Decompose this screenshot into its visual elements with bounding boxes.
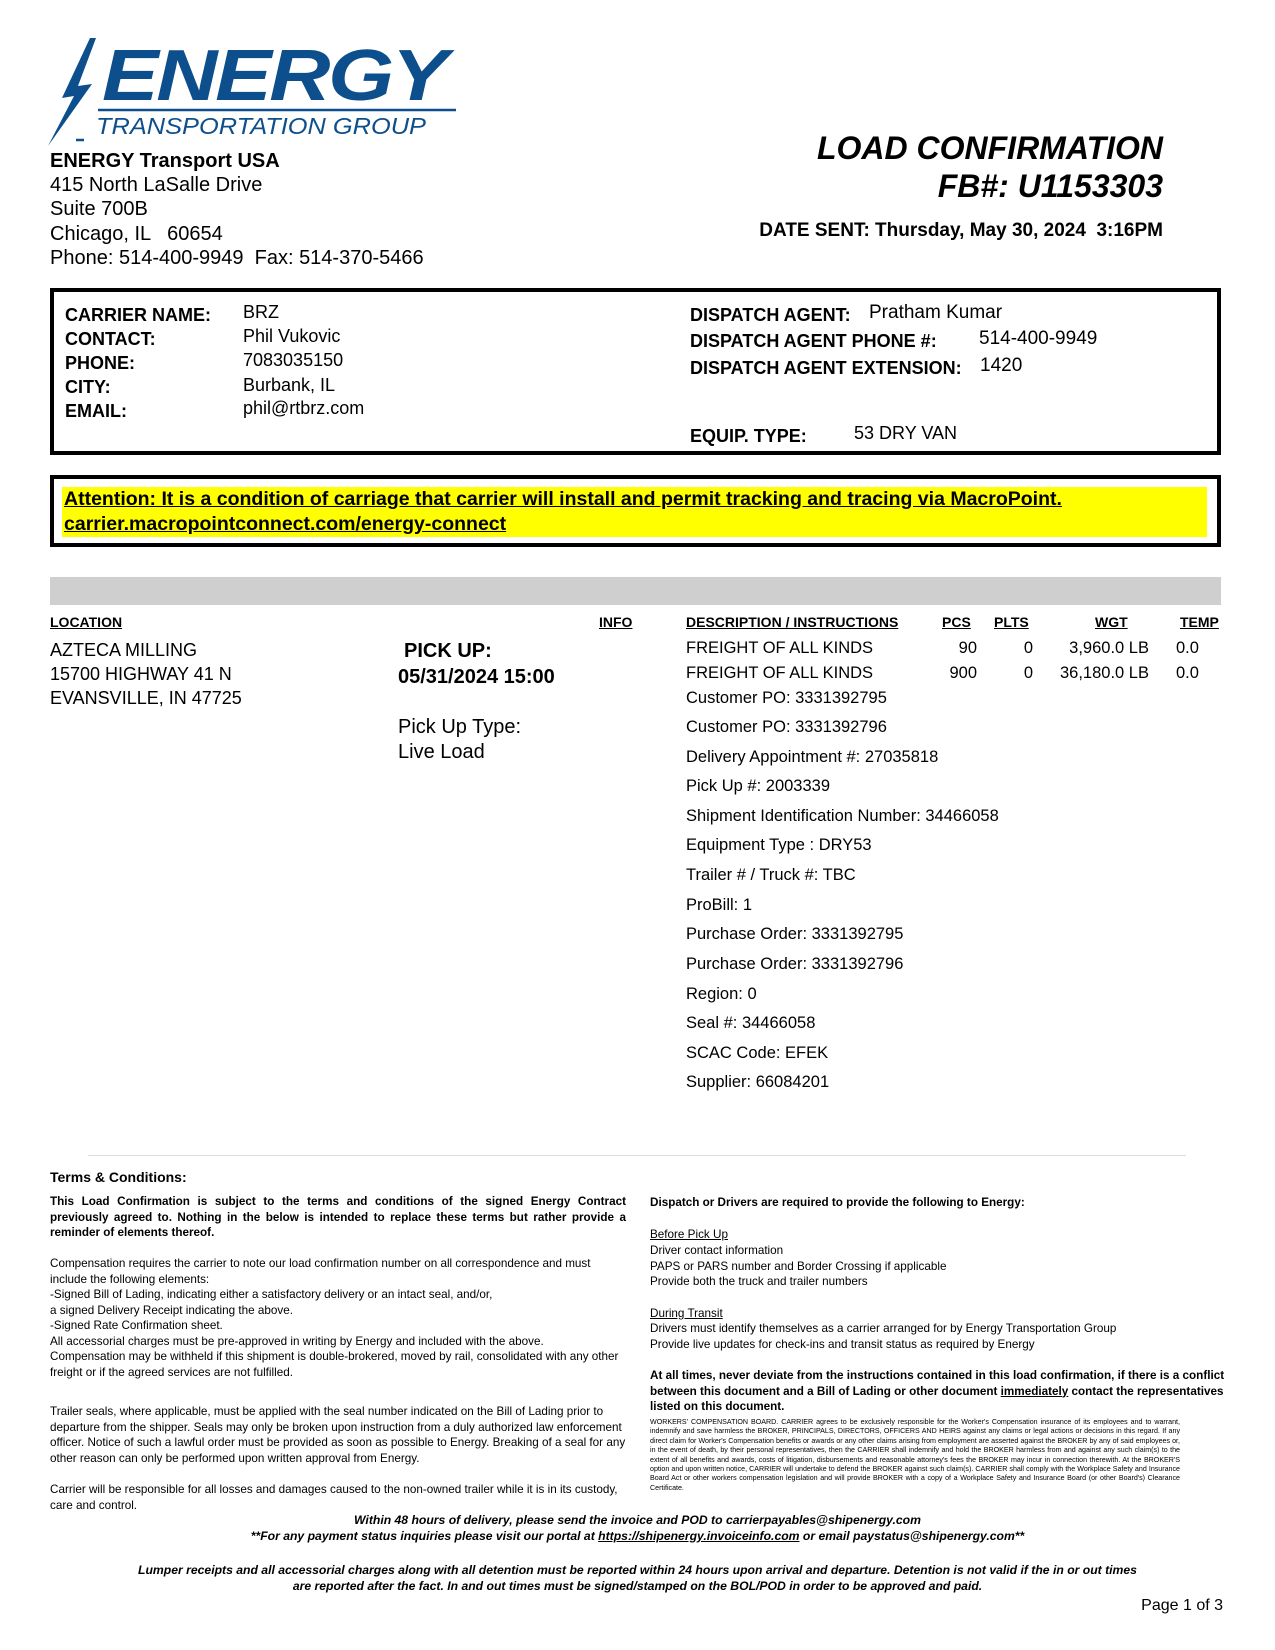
terms-seals <box>50 1404 625 1466</box>
during-transit-list <box>650 1321 1116 1352</box>
date-sent: DATE SENT: Thursday, May 30, 2024 3:16PM <box>759 220 1163 241</box>
section-divider-bar <box>50 577 1221 605</box>
freight-desc: FREIGHT OF ALL KINDS <box>686 664 874 682</box>
instruction-line: Purchase Order: 3331392796 <box>686 955 904 973</box>
city-label: CITY: <box>65 377 111 397</box>
instruction-line: Trailer # / Truck #: TBC <box>686 866 856 884</box>
pickup-label: PICK UP: <box>404 640 492 662</box>
freight-plts: 0 <box>1023 664 1033 682</box>
page-title: LOAD CONFIRMATION <box>816 130 1163 166</box>
terms-intro: This Load Confirmation is subject to the terms and conditions of the signed Energy Contract previously agreed to. Nothing in the below is intended to replace these terms but rather provide a reminder of elements thereof. <box>50 1195 626 1239</box>
terms-line: Trailer seals, where applicable, must be applied with the seal number indicated on the Bill of Lading prior to <box>50 1405 604 1418</box>
terms-line: departure from the shipper. Seals may only be broken upon instruction from a duly authorized law enforcement <box>50 1420 622 1434</box>
logo-tagline: TRANSPORTATION GROUP <box>96 113 427 139</box>
before-pickup-list <box>650 1243 946 1290</box>
terms-line: include the following elements: <box>50 1272 210 1286</box>
terms-line: a signed Delivery Receipt indicating the above. <box>50 1303 293 1317</box>
instruction-line: Supplier: 66084201 <box>686 1073 830 1091</box>
freight-pcs: 90 <box>958 639 977 657</box>
company-city: Chicago, IL 60654 <box>50 223 223 245</box>
freight-temp: 0.0 <box>1176 664 1199 682</box>
instruction-line: Customer PO: 3331392796 <box>686 718 887 736</box>
instruction-line: SCAC Code: EFEK <box>686 1044 829 1062</box>
stop-city: EVANSVILLE, IN 47725 <box>50 688 242 708</box>
freight-wgt: 36,180.0 LB <box>1060 664 1149 682</box>
terms-losses <box>50 1482 618 1513</box>
dispatch-ext-label: DISPATCH AGENT EXTENSION: <box>690 358 962 378</box>
fb-number: FB#: U1153303 <box>937 168 1163 204</box>
instruction-line: Pick Up #: 2003339 <box>686 777 831 795</box>
instruction-line: Seal #: 34466058 <box>686 1014 816 1032</box>
col-temp: TEMP <box>1180 614 1219 630</box>
deviation-warning <box>650 1368 1226 1415</box>
col-info: INFO <box>599 614 633 630</box>
freight-pcs: 900 <box>949 664 977 682</box>
attention-box <box>50 475 1221 547</box>
logo-wordmark: ENERGY <box>102 36 456 116</box>
list-item: Provide both the truck and trailer numbers <box>650 1275 868 1288</box>
terms-compensation <box>50 1256 618 1380</box>
company-name: ENERGY Transport USA <box>50 150 280 172</box>
col-description: DESCRIPTION / INSTRUCTIONS <box>686 614 899 630</box>
instruction-line: Delivery Appointment #: 27035818 <box>686 748 939 766</box>
carrier-dispatch-box <box>50 288 1221 455</box>
instruction-line: Shipment Identification Number: 34466058 <box>686 807 999 825</box>
terms-line: other reason can only be performed upon written approval from Energy. <box>50 1451 420 1465</box>
warning-text: At all times, never deviate from the instructions contained in this load confirmation, if there is a conflict between this document and a Bill of Lading or other document <box>650 1369 1225 1398</box>
times-note: are reported after the fact. In and out times must be signed/stamped on the BOL/POD in order to be approved and paid. <box>292 1579 983 1593</box>
freight-wgt: 3,960.0 LB <box>1069 639 1149 657</box>
list-item: Driver contact information <box>650 1244 784 1257</box>
warning-text: contact the representatives listed on this document. <box>650 1384 1224 1413</box>
dispatch-ext-value: 1420 <box>980 355 1023 376</box>
lightning-bolt-icon <box>48 36 468 148</box>
terms-line: Carrier will be responsible for all losses and damages caused to the non-owned trailer while it is in its custody, <box>50 1483 618 1496</box>
terms-line: -Signed Rate Confirmation sheet. <box>50 1319 223 1332</box>
before-pickup-title: Before Pick Up <box>650 1228 728 1241</box>
col-wgt: WGT <box>1095 614 1128 630</box>
stop-address: 15700 HIGHWAY 41 N <box>50 664 232 684</box>
col-pcs: PCS <box>942 614 971 630</box>
terms-line: Compensation may be withheld if this shipment is double-brokered, moved by rail, consolidated with any other <box>50 1350 619 1363</box>
during-transit-title: During Transit <box>650 1307 723 1320</box>
terms-line: -Signed Bill of Lading, indicating either a satisfactory delivery or an intact seal, and/or, <box>50 1288 493 1301</box>
pickup-type-label: Pick Up Type: <box>398 716 522 738</box>
pickup-type-value: Live Load <box>398 741 485 763</box>
phone-value: 7083035150 <box>243 350 344 370</box>
terms-line: care and control. <box>50 1498 138 1512</box>
footer-text: **For any payment status inquiries please visit our portal at <box>250 1529 599 1543</box>
lumper-note: Lumper receipts and all accessorial charges along with all detention must be reported within 24 hours upon arrival and departure. Detention is not valid if the in or out times <box>138 1563 1137 1577</box>
invoice-instructions: Within 48 hours of delivery, please send the invoice and POD to carrierpayables@shipenergy.com <box>354 1513 921 1527</box>
pickup-datetime: 05/31/2024 15:00 <box>398 666 555 688</box>
macropoint-link[interactable]: carrier.macropointconnect.com/energy-connect <box>64 513 507 535</box>
instruction-line: Equipment Type : DRY53 <box>686 836 872 854</box>
equip-type-label: EQUIP. TYPE: <box>690 426 807 446</box>
equip-type-value: 53 DRY VAN <box>854 423 958 443</box>
dispatch-phone-value: 514-400-9949 <box>979 328 1098 349</box>
stop-name: AZTECA MILLING <box>50 640 198 660</box>
carrier-name-label: CARRIER NAME: <box>65 305 211 325</box>
phone-label: PHONE: <box>65 353 136 373</box>
table-row <box>0 639 1275 663</box>
dispatch-agent-label: DISPATCH AGENT: <box>690 305 851 325</box>
col-location: LOCATION <box>50 614 123 630</box>
instruction-line: Customer PO: 3331392795 <box>686 689 887 707</box>
instruction-line: Purchase Order: 3331392795 <box>686 925 904 943</box>
terms-line: officer. Notice of such a lawful order must be provided as soon as possible to Energy. Breaking of a seal for any <box>50 1436 626 1449</box>
col-plts: PLTS <box>994 614 1029 630</box>
dispatch-agent-value: Pratham Kumar <box>869 302 1003 323</box>
footer-text: or email paystatus@shipenergy.com** <box>799 1529 1025 1543</box>
list-item: Drivers must identify themselves as a carrier arranged for by Energy Transportation Group <box>650 1322 1117 1335</box>
attention-text: Attention: It is a condition of carriage that carrier will install and permit tracking and tracing via MacroPoint. <box>64 488 1062 510</box>
terms-line: freight or if the agreed services are not fulfilled. <box>50 1365 293 1379</box>
terms-line: All accessorial charges must be pre-approved in writing by Energy and included with the above. <box>50 1334 544 1348</box>
portal-link[interactable]: https://shipenergy.invoiceinfo.com <box>598 1529 800 1543</box>
company-address2: Suite 700B <box>50 198 148 220</box>
instruction-line: ProBill: 1 <box>686 896 753 914</box>
instruction-line: Region: 0 <box>686 985 757 1003</box>
company-address1: 415 North LaSalle Drive <box>50 174 263 196</box>
city-value: Burbank, IL <box>243 375 336 395</box>
freight-desc: FREIGHT OF ALL KINDS <box>686 639 874 657</box>
company-phone: Phone: 514-400-9949 Fax: 514-370-5466 <box>50 247 424 269</box>
payment-status-note <box>0 1529 1275 1543</box>
attention-banner <box>62 487 1207 537</box>
list-item: Provide live updates for check-ins and transit status as required by Energy <box>650 1337 1035 1351</box>
terms-heading: Terms & Conditions: <box>50 1169 187 1185</box>
carrier-name: BRZ <box>243 302 279 322</box>
table-row <box>0 664 1275 688</box>
divider-line <box>88 1155 1186 1156</box>
contact-label: CONTACT: <box>65 329 156 349</box>
email-label: EMAIL: <box>65 401 127 421</box>
contact-value: Phil Vukovic <box>243 326 341 346</box>
freight-temp: 0.0 <box>1176 639 1199 657</box>
freight-plts: 0 <box>1023 639 1033 657</box>
workers-comp-clause: WORKERS' COMPENSATION BOARD. CARRIER agrees to be exclusively responsible for the Worker's Compensation insurance of its employees and to warrant, indemnify and save harmless the BROKER, PRINCIPALS, DIRECTORS, OFFICERS AND HEIRS against any claims or legal actions or decisions in this regard. If any direct claim for Worker's Compensation benefits or awards or any other claims arising from employment are asserted against the BROKER by any of said employees or, in the event of death, by their personal representatives, then the CARRIER shall indemnify and hold the BROKER harmless from and against any such claim(s) to the extent of all benefits and awards, costs of litigation, disbursements and reasonable attorney's fees the BROKER may incur in connection therewith. At the BROKER'S option and upon written notice, CARRIER will undertake to defend the BROKER against such claim(s). CARRIER shall comply with the Workplace Safety and Insurance Board Act or other workers compensation legislation and will provide BROKER with a copy of a Workplace Safety and Insurance Board (or other Board's) Clearance Certificate. <box>650 1418 1180 1492</box>
energy-logo <box>48 36 468 148</box>
email-value: phil@rtbrz.com <box>243 398 365 418</box>
page-number: Page 1 of 3 <box>1141 1597 1223 1614</box>
dispatch-phone-label: DISPATCH AGENT PHONE #: <box>690 331 937 351</box>
list-item: PAPS or PARS number and Border Crossing if applicable <box>650 1259 947 1273</box>
warning-emphasis: immediately <box>1000 1384 1069 1398</box>
driver-requirements-heading: Dispatch or Drivers are required to provide the following to Energy: <box>650 1196 1025 1209</box>
terms-line: Compensation requires the carrier to note our load confirmation number on all correspondence and must <box>50 1257 591 1270</box>
